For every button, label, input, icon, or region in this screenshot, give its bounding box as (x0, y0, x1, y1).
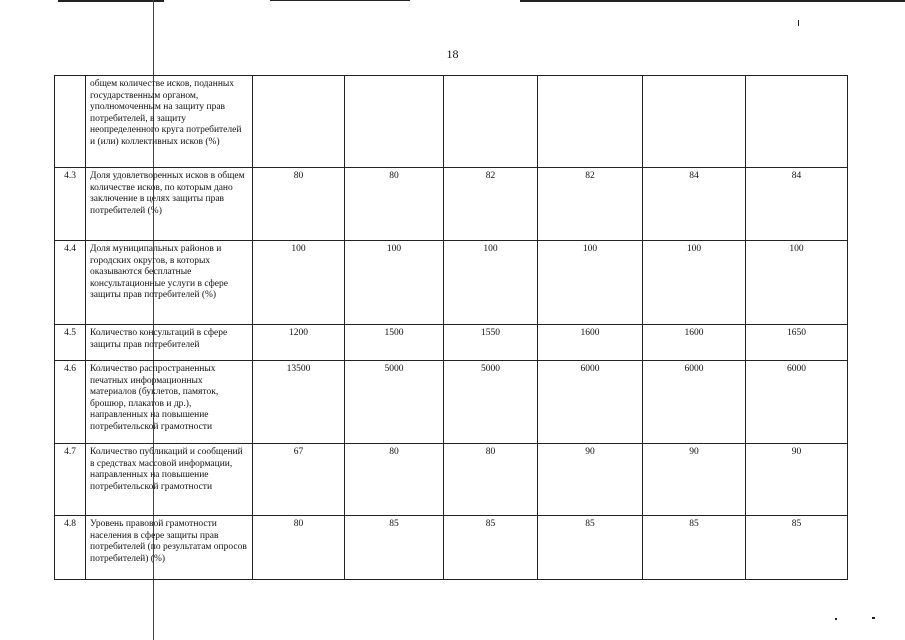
indicator-description: общем количестве исков, поданных государственным органом, уполномоченным на защиту прав потребителей, в защиту неопределенного круга потребителей и (или) коллективных исков (%) (86, 76, 253, 168)
table-row (55, 76, 848, 168)
value-cell: 5000 (444, 361, 538, 444)
value-cell: 82 (538, 168, 643, 241)
row-number (55, 76, 86, 168)
indicator-description: Доля удовлетворенных исков в общем количестве исков, по которым дано заключение в целях защиты прав потребителей (%) (86, 168, 253, 241)
value-cell: 6000 (538, 361, 643, 444)
value-cell (643, 76, 746, 168)
scan-artifact-dot (872, 617, 875, 619)
row-number: 4.7 (55, 444, 86, 516)
value-cell (444, 76, 538, 168)
value-cell: 100 (746, 241, 848, 325)
value-cell: 13500 (253, 361, 345, 444)
scan-artifact-top-middle (270, 0, 410, 1)
value-cell: 90 (643, 444, 746, 516)
value-cell: 1550 (444, 325, 538, 361)
value-cell: 1600 (643, 325, 746, 361)
page-number: 18 (446, 47, 459, 61)
value-cell: 84 (643, 168, 746, 241)
value-cell (253, 76, 345, 168)
value-cell: 85 (345, 516, 444, 580)
indicator-description: Количество консультаций в сфере защиты прав потребителей (86, 325, 253, 361)
value-cell: 100 (444, 241, 538, 325)
table-row (55, 325, 848, 361)
value-cell: 1650 (746, 325, 848, 361)
row-number: 4.5 (55, 325, 86, 361)
value-cell: 90 (538, 444, 643, 516)
value-cell: 80 (345, 444, 444, 516)
value-cell (345, 76, 444, 168)
value-cell: 6000 (746, 361, 848, 444)
indicator-description: Количество публикаций и сообщений в средствах массовой информации, направленных на повышение потребительской грамотности (86, 444, 253, 516)
value-cell: 85 (538, 516, 643, 580)
value-cell: 100 (643, 241, 746, 325)
indicator-description: Уровень правовой грамотности населения в сфере защиты прав потребителей (по результатам опросов потребителей) (%) (86, 516, 253, 580)
indicators-table (54, 75, 848, 580)
table-row (55, 168, 848, 241)
scan-artifact-dot (835, 618, 837, 620)
row-number: 4.3 (55, 168, 86, 241)
value-cell: 1500 (345, 325, 444, 361)
scan-artifact-top-left (58, 0, 164, 2)
value-cell: 84 (746, 168, 848, 241)
value-cell: 90 (746, 444, 848, 516)
value-cell: 82 (444, 168, 538, 241)
value-cell: 80 (253, 168, 345, 241)
row-number: 4.4 (55, 241, 86, 325)
indicator-description: Доля муниципальных районов и городских округов, в которых оказываются бесплатные консультационные услуги в сфере защиты прав потребителей (%) (86, 241, 253, 325)
value-cell: 80 (444, 444, 538, 516)
value-cell: 85 (444, 516, 538, 580)
scan-artifact-dot (798, 20, 799, 26)
table-row (55, 241, 848, 325)
value-cell: 80 (345, 168, 444, 241)
value-cell: 1200 (253, 325, 345, 361)
value-cell: 67 (253, 444, 345, 516)
table-row (55, 444, 848, 516)
row-number: 4.6 (55, 361, 86, 444)
value-cell: 5000 (345, 361, 444, 444)
table-row (55, 516, 848, 580)
value-cell: 100 (253, 241, 345, 325)
value-cell: 100 (538, 241, 643, 325)
table-row (55, 361, 848, 444)
value-cell (746, 76, 848, 168)
indicator-description: Количество распространенных печатных информационных материалов (буклетов, памяток, брошюр, плакатов и др.), направленных на повышение потребительской грамотности (86, 361, 253, 444)
scan-artifact-top-right (520, 0, 905, 2)
row-number: 4.8 (55, 516, 86, 580)
value-cell: 1600 (538, 325, 643, 361)
value-cell: 80 (253, 516, 345, 580)
value-cell (538, 76, 643, 168)
value-cell: 85 (746, 516, 848, 580)
value-cell: 6000 (643, 361, 746, 444)
value-cell: 100 (345, 241, 444, 325)
value-cell: 85 (643, 516, 746, 580)
